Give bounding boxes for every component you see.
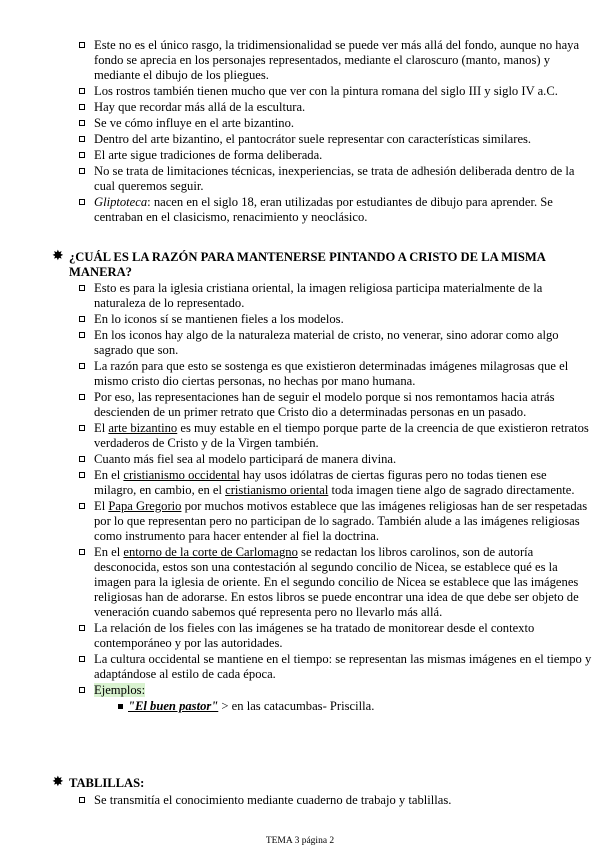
section-heading-razon: ✸ ¿CUÁL ES LA RAZÓN PARA MANTENERSE PINTANDO A CRISTO DE LA MISMA MANERA? <box>52 249 546 279</box>
list-item: No se trata de limitaciones técnicas, inexperiencias, se trata de adhesión deliberada dentro de la cual queremos seguir. <box>78 164 592 194</box>
hollow-square-bullet-icon <box>79 285 85 291</box>
example-item: "El buen pastor" > en las catacumbas- Priscilla. <box>118 699 592 714</box>
hollow-square-bullet-icon <box>79 152 85 158</box>
list-item: La razón para que esto se sostenga es que existieron determinadas imágenes milagrosas que el mismo cristo dio ciertas personas, no hechas por mano humana. <box>78 359 592 389</box>
list-item-arte-bizantino: El arte bizantino es muy estable en el tiempo porque parte de la creencia de que existieron retratos verdaderos de Cristo y de la Virgen también. <box>78 421 592 451</box>
star-bullet-icon: ✸ <box>52 249 64 264</box>
list-item: Cuanto más fiel sea al modelo participará de manera divina. <box>78 452 592 467</box>
list-item: La cultura occidental se mantiene en el tiempo: se representan las mismas imágenes en el tiempo y adaptándose al estilo de cada época. <box>78 652 592 682</box>
section1-bullet-list <box>78 281 592 715</box>
list-item: En lo iconos sí se mantienen fieles a los modelos. <box>78 312 592 327</box>
hollow-square-bullet-icon <box>79 88 85 94</box>
list-item: La relación de los fieles con las imágenes se ha tratado de monitorear desde el contexto contemporáneo y por las autoridades. <box>78 621 592 651</box>
filled-square-bullet-icon <box>118 704 123 709</box>
list-item: Los rostros también tienen mucho que ver con la pintura romana del siglo III y siglo IV a.C. <box>78 84 592 99</box>
hollow-square-bullet-icon <box>79 136 85 142</box>
page-footer: TEMA 3 página 2 <box>265 836 335 846</box>
hollow-square-bullet-icon <box>79 168 85 174</box>
hollow-square-bullet-icon <box>79 425 85 431</box>
list-item: En los iconos hay algo de la naturaleza material de cristo, no venerar, sino adorar como algo sagrado que son. <box>78 328 592 358</box>
list-item-cristianismo: En el cristianismo occidental hay usos idólatras de ciertas figuras pero no todas tienen ese milagro, en cambio, en el cristianismo oriental toda imagen tiene algo de sagrado directamente. <box>78 468 592 498</box>
section2-bullet-list <box>78 793 592 809</box>
section-heading-tablillas: ✸ TABLILLAS: <box>52 775 145 790</box>
list-item: Dentro del arte bizantino, el pantocrátor suele representar con características similares. <box>78 132 592 147</box>
hollow-square-bullet-icon <box>79 687 85 693</box>
hollow-square-bullet-icon <box>79 503 85 509</box>
list-item-papa-gregorio: El Papa Gregorio por muchos motivos establece que las imágenes religiosas han de ser respetadas por lo que representan pero no participan de lo sagrado. También alude a las imágenes religiosas como instrumento para hacer entender al fiel la doctrina. <box>78 499 592 544</box>
list-item: Se transmitía el conocimiento mediante cuaderno de trabajo y tablillas. <box>78 793 592 808</box>
hollow-square-bullet-icon <box>79 625 85 631</box>
hollow-square-bullet-icon <box>79 42 85 48</box>
hollow-square-bullet-icon <box>79 199 85 205</box>
list-item-carlomagno: En el entorno de la corte de Carlomagno se redactan los libros carolinos, son de autoría desconocida, estos son una contestación al segundo concilio de Nicea, se establece qué es la imagen para la iglesia de oriente. En el segundo concilio de Nicea se establece que las imágenes religiosas han de adorarse. En estos libros se puede encontrar una idea de que debe ser objeto de veneración cuando sabemos qué representa pero no llevarlo más allá. <box>78 545 592 620</box>
hollow-square-bullet-icon <box>79 456 85 462</box>
hollow-square-bullet-icon <box>79 549 85 555</box>
hollow-square-bullet-icon <box>79 363 85 369</box>
list-item-ejemplos: Ejemplos: "El buen pastor" > en las catacumbas- Priscilla. <box>78 683 592 714</box>
hollow-square-bullet-icon <box>79 797 85 803</box>
list-item: Este no es el único rasgo, la tridimensionalidad se puede ver más allá del fondo, aunque no haya fondo se aprecia en los personajes representados, mediante el claroscuro (manto, manos) y mediante el dibujo de los pliegues. <box>78 38 592 83</box>
list-item: Hay que recordar más allá de la escultura. <box>78 100 592 115</box>
list-item: Por eso, las representaciones han de seguir el modelo porque si nos remontamos hacia atrás descienden de un primer retrato que Cristo dio a determinadas personas en un pasado. <box>78 390 592 420</box>
hollow-square-bullet-icon <box>79 332 85 338</box>
list-item-gliptoteca: Gliptoteca: nacen en el siglo 18, eran utilizadas por estudiantes de dibujo para aprender. Se centraban en el clasicismo, renacimiento y neoclásico. <box>78 195 592 225</box>
star-bullet-icon: ✸ <box>52 775 64 790</box>
hollow-square-bullet-icon <box>79 656 85 662</box>
list-item: Esto es para la iglesia cristiana oriental, la imagen religiosa participa materialmente de la naturaleza de lo representado. <box>78 281 592 311</box>
hollow-square-bullet-icon <box>79 394 85 400</box>
list-item: El arte sigue tradiciones de forma deliberada. <box>78 148 592 163</box>
top-bullet-list <box>78 38 592 226</box>
hollow-square-bullet-icon <box>79 104 85 110</box>
hollow-square-bullet-icon <box>79 120 85 126</box>
hollow-square-bullet-icon <box>79 472 85 478</box>
hollow-square-bullet-icon <box>79 316 85 322</box>
list-item: Se ve cómo influye en el arte bizantino. <box>78 116 592 131</box>
